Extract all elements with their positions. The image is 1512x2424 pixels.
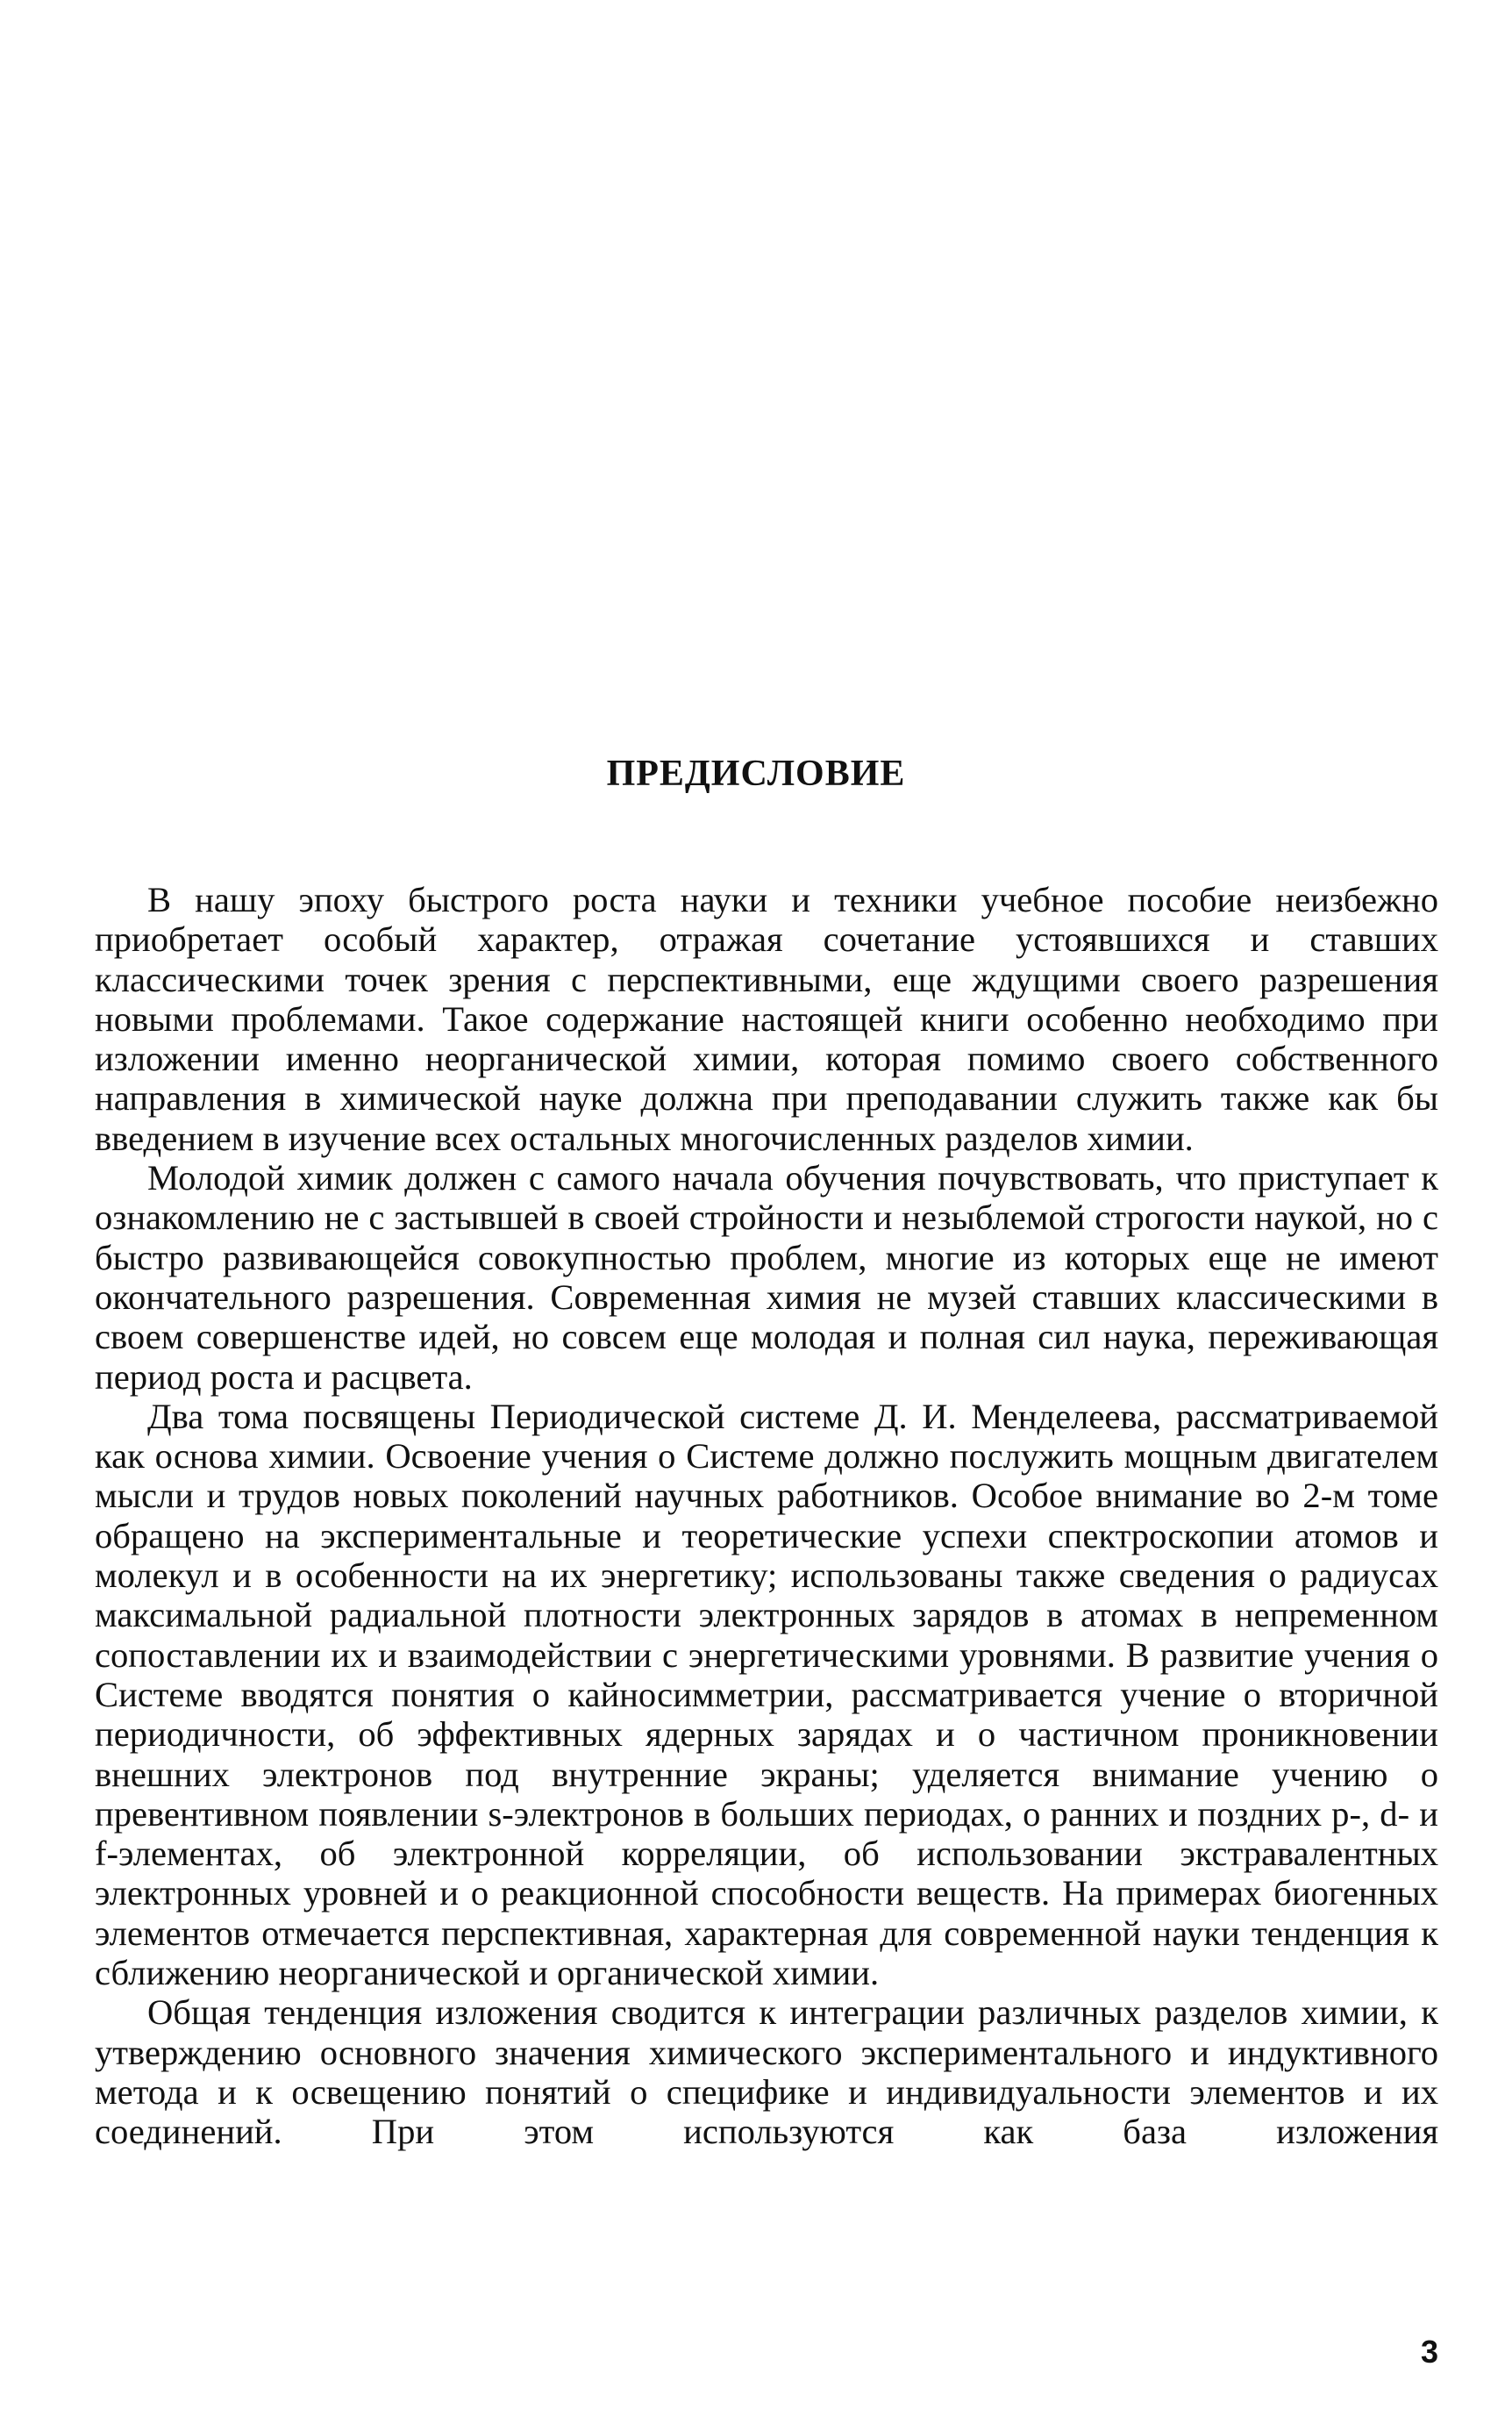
paragraph-2: Молодой химик должен с самого начала обучения почувствовать, что приступает к ознакомлению не с застывшей в своей стройности и незыблемой строгости наукой, но с быстро развивающейся совокупностью проблем, многие из которых еще не имеют окончательного разрешения. Современная химия не музей ставших классическими в своем совершенстве идей, но совсем еще молодая и полная сил наука, переживающая период роста и расцвета. — [95, 1158, 1438, 1397]
paragraph-1: В нашу эпоху быстрого роста науки и техники учебное пособие неизбежно приобретает особый характер, отражая сочетание устоявшихся и ставших классическими точек зрения с перспективными, еще ждущими своего разрешения новыми проблемами. Такое содержание настоящей книги особенно необходимо при изложении именно неорганической химии, которая помимо своего собственного направления в химической науке должна при преподавании служить также как бы введением в изучение всех остальных многочисленных разделов химии. — [95, 880, 1438, 1158]
body-text — [95, 880, 1438, 2152]
page-title: ПРЕДИСЛОВИЕ — [606, 754, 906, 794]
paragraph-4: Общая тенденция изложения сводится к интеграции различных разделов химии, к утверждению основного значения химического экспериментального и индуктивного метода и к освещению понятий о специфике и индивидуальности элементов и их соединений. При этом используются как база изложения — [95, 1992, 1438, 2152]
paragraph-3: Два тома посвящены Периодической системе Д. И. Менделеева, рассматриваемой как основа химии. Освоение учения о Системе должно послужить мощным двигателем мысли и трудов новых поколений научных работников. Особое внимание во 2-м томе обращено на экспериментальные и теоретические успехи спектроскопии атомов и молекул и в особенности на их энергетику; использованы также сведения о радиусах максимальной радиальной плотности электронных зарядов в атомах в непременном сопоставлении их и взаимодействии с энергетическими уровнями. В развитие учения о Системе вводятся понятия о кайносимметрии, рассматривается учение о вторичной периодичности, об эффективных ядерных зарядах и о частичном проникновении внешних электронов под внутренние экраны; уделяется внимание учению о превентивном появлении s-электронов в больших периодах, о ранних и поздних p-, d- и f-элементах, об электронной корреляции, об использовании экстравалентных электронных уровней и о реакционной способности веществ. На примерах биогенных элементов отмечается перспективная, характерная для современной науки тенденция к сближению неорганической и органической химии. — [95, 1396, 1438, 1993]
page-number: 3 — [1420, 2334, 1438, 2370]
